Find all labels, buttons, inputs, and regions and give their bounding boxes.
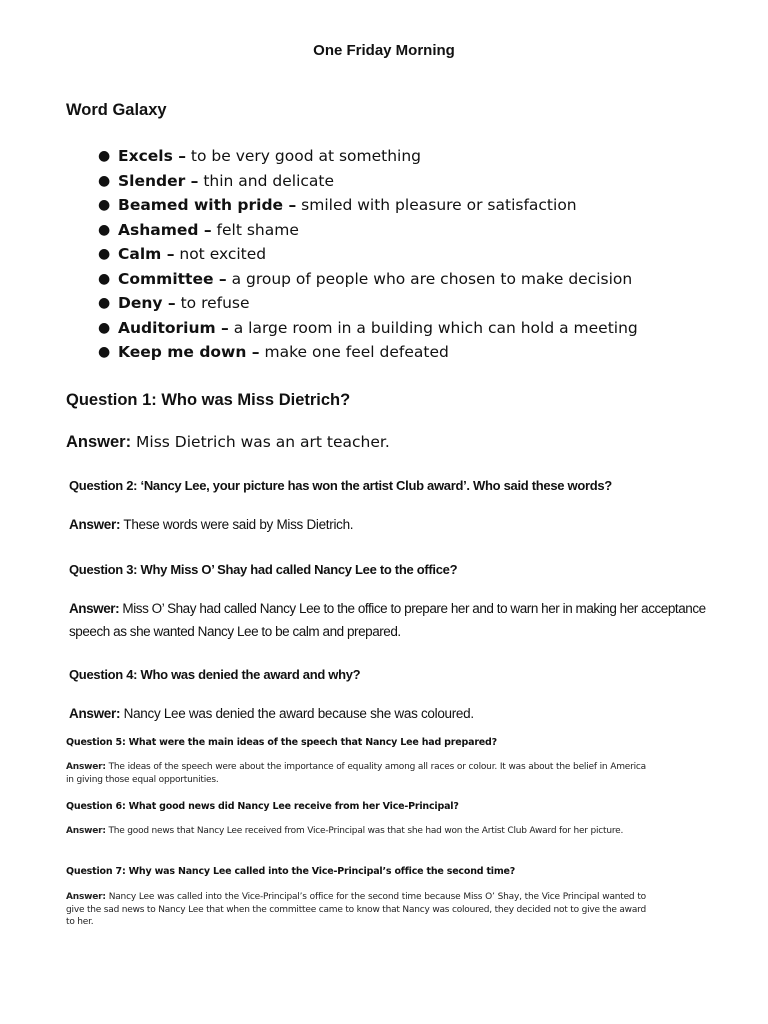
- bullet-icon: ●: [98, 344, 111, 360]
- vocab-term: Excels –: [118, 147, 186, 165]
- vocab-term: Slender –: [118, 171, 199, 190]
- vocab-item: [96, 144, 638, 169]
- vocab-definition: a group of people who are chosen to make decision: [226, 269, 633, 288]
- vocab-definition: to refuse: [175, 294, 250, 312]
- question-1: Question 1: Who was Miss Dietrich?: [66, 391, 351, 409]
- answer-label: Answer:: [66, 433, 132, 451]
- answer-text: The good news that Nancy Lee received from Vice-Principal was that she had won the Artist Club Award for her picture.: [105, 826, 624, 836]
- vocab-term: Keep me down –: [118, 343, 260, 361]
- vocab-term: Auditorium –: [118, 318, 229, 337]
- answer-1: [66, 433, 390, 452]
- answer-text-line2: speech as she wanted Nancy Lee to be calm and prepared.: [69, 624, 401, 639]
- vocab-definition: not excited: [174, 245, 267, 263]
- answer-text: The ideas of the speech were about the importance of equality among all races or colour. It was about the belief in America in giving those equal opportunities.: [66, 762, 646, 785]
- vocab-item: [96, 291, 638, 316]
- vocab-item: [96, 242, 638, 267]
- bullet-icon: ●: [98, 221, 111, 238]
- answer-label: Answer:: [66, 826, 106, 836]
- question-5: Question 5: What were the main ideas of the speech that Nancy Lee had prepared?: [66, 737, 497, 748]
- vocab-item: [96, 267, 638, 292]
- question-2: Question 2: ‘Nancy Lee, your picture has won the artist Club award’. Who said these words?: [69, 478, 612, 493]
- vocab-definition: felt shame: [211, 220, 299, 239]
- answer-text: Nancy Lee was denied the award because she was coloured.: [120, 706, 474, 721]
- answer-4: [69, 702, 474, 725]
- bullet-icon: ●: [98, 270, 111, 287]
- vocab-item: [96, 340, 638, 365]
- answer-2: [69, 513, 353, 536]
- answer-7: [66, 891, 646, 929]
- answer-label: Answer:: [69, 517, 121, 532]
- answer-label: Answer:: [66, 762, 106, 772]
- vocab-term: Ashamed –: [118, 220, 212, 239]
- answer-text: Miss Dietrich was an art teacher.: [131, 433, 390, 451]
- vocab-term: Committee –: [118, 269, 227, 288]
- vocab-item: [96, 193, 638, 218]
- answer-text-line1: Miss O’ Shay had called Nancy Lee to the office to prepare her and to warn her in making her acceptance: [119, 601, 706, 616]
- question-4: Question 4: Who was denied the award and why?: [69, 667, 361, 682]
- word-galaxy-list: [96, 144, 638, 365]
- page-title: One Friday Morning: [313, 42, 455, 59]
- vocab-term: Deny –: [118, 294, 176, 312]
- vocab-definition: make one feel defeated: [259, 343, 449, 361]
- answer-label: Answer:: [69, 706, 121, 721]
- vocab-item: [96, 169, 638, 194]
- bullet-icon: ●: [98, 295, 111, 311]
- vocab-definition: smiled with pleasure or satisfaction: [296, 196, 577, 214]
- question-7: Question 7: Why was Nancy Lee called into the Vice-Principal’s office the second time?: [66, 866, 516, 877]
- answer-5: [66, 761, 646, 786]
- question-3: Question 3: Why Miss O’ Shay had called Nancy Lee to the office?: [69, 562, 458, 577]
- answer-label: Answer:: [69, 601, 120, 616]
- answer-3: [69, 597, 706, 643]
- vocab-item: [96, 218, 638, 243]
- word-galaxy-heading: Word Galaxy: [66, 101, 167, 119]
- vocab-term: Beamed with pride –: [118, 196, 297, 214]
- vocab-definition: thin and delicate: [198, 171, 335, 190]
- bullet-icon: ●: [98, 197, 111, 213]
- vocab-item: [96, 316, 638, 341]
- vocab-definition: a large room in a building which can hold a meeting: [228, 318, 638, 337]
- bullet-icon: ●: [98, 148, 111, 164]
- bullet-icon: ●: [98, 319, 111, 336]
- vocab-term: Calm –: [118, 245, 175, 263]
- answer-6: [66, 825, 646, 838]
- answer-label: Answer:: [66, 892, 106, 902]
- answer-text: Nancy Lee was called into the Vice-Principal’s office for the second time because Miss O’ Shay, the Vice Principal wanted to give the sad news to Nancy Lee that when the committee came to know that Nancy was coloured, they decided not to give the award to her.: [66, 892, 646, 927]
- vocab-definition: to be very good at something: [185, 147, 422, 165]
- answer-text: These words were said by Miss Dietrich.: [120, 517, 354, 532]
- bullet-icon: ●: [98, 172, 111, 189]
- question-6: Question 6: What good news did Nancy Lee receive from her Vice-Principal?: [66, 801, 459, 812]
- bullet-icon: ●: [98, 246, 111, 262]
